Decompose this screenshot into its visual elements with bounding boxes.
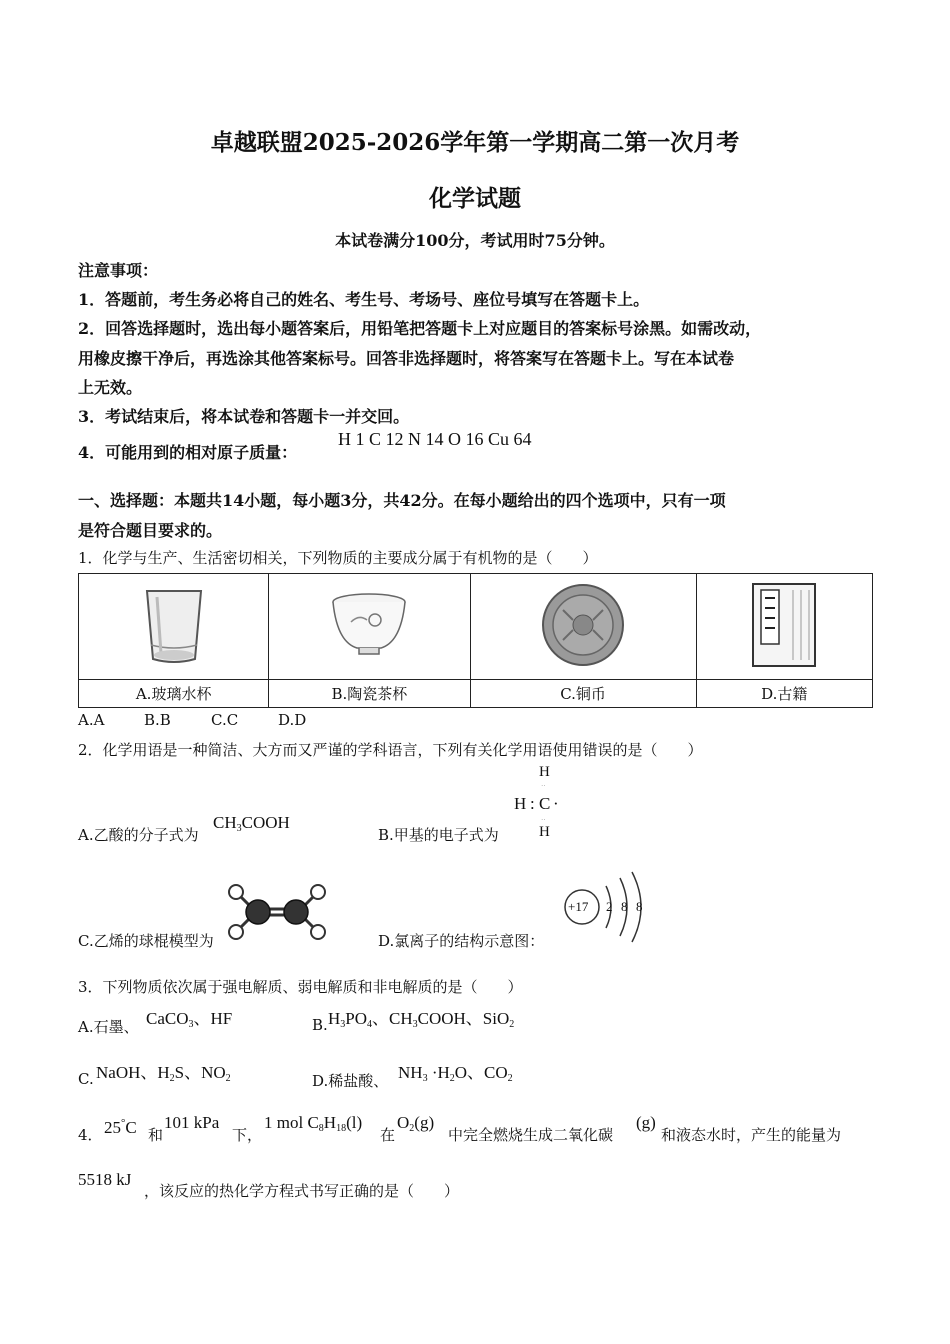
option-d-label: D.古籍 [696, 680, 872, 708]
answer-choice-a: A.A [78, 711, 105, 729]
question-2-stem: 2．化学用语是一种简洁、大方而又严谨的学科语言，下列有关化学用语使用错误的是（ ） [78, 741, 703, 759]
q4-text-he: 和 [148, 1126, 164, 1144]
question-4-number: 4． [78, 1126, 103, 1144]
q4-text-middle: 中完全燃烧生成二氧化碳 [448, 1126, 614, 1144]
methyl-electron-formula: H H : C · ·· ·· H [514, 764, 559, 840]
shell-electrons: 8 [621, 899, 628, 914]
q4-octane-formula: 1 mol $C_8H_{18}(l)$ [264, 1113, 363, 1134]
q2-option-a-text: A.乙酸的分子式为 [78, 826, 199, 844]
electron-pair-bottom: ·· [541, 816, 546, 824]
question-3-stem: 3．下列物质依次属于强电解质、弱电解质和非电解质的是（ ） [78, 978, 523, 996]
q4-energy-value: 5518 kJ [78, 1170, 132, 1189]
question-1-stem: 1．化学与生产、生活密切相关，下列物质的主要成分属于有机物的是（ ） [78, 549, 598, 567]
q4-pressure: 101 kPa [164, 1113, 220, 1132]
ceramic-cup-image [269, 574, 470, 680]
atomic-masses: H 1 C 12 N 14 O 16 Cu 64 [338, 429, 532, 449]
q3-option-a-formula: CaCO$_3$、HF [146, 1009, 233, 1030]
copper-coin-image [470, 574, 696, 680]
question-1-option-table [78, 573, 873, 708]
answer-choice-d: D.D [278, 711, 307, 729]
notice-item: 4．可能用到的相对原子质量： [78, 443, 298, 462]
q2-option-d-text: D.氯离子的结构示意图： [378, 932, 545, 950]
exam-info: 本试卷满分100分，考试用时75分钟。 [335, 231, 615, 250]
option-c-label: C.铜币 [470, 680, 696, 708]
q3-option-d-label: D.稀盐酸、 [312, 1072, 389, 1090]
shell-electrons: 2 [606, 899, 613, 914]
section-heading: 一、选择题：本题共14小题，每小题3分，共42分。在每小题给出的四个选项中，只有一项 [78, 491, 726, 510]
q2-option-b-text: B.甲基的电子式为 [378, 826, 499, 844]
notice-item: 用橡皮擦干净后，再选涂其他答案标号。回答非选择题时，将答案写在答题卡上。写在本试卷 [78, 349, 735, 368]
section-heading: 是符合题目要求的。 [78, 521, 223, 540]
option-a-label: A.玻璃水杯 [79, 680, 269, 708]
q3-option-d-formula: $NH_3 \cdot H_2O$、$CO_2$ [398, 1063, 513, 1084]
glass-cup-image [79, 574, 269, 680]
shell-electrons: 8 [636, 899, 643, 914]
q3-option-c-label: C. [78, 1070, 94, 1088]
subject-title: 化学试题 [429, 185, 521, 212]
glass-cup-icon [139, 585, 209, 665]
notice-item: 上无效。 [78, 378, 143, 397]
answer-choice-b: B.B [144, 711, 171, 729]
notice-item: 2．回答选择题时，选出每小题答案后，用铅笔把答题卡上对应题目的答案标号涂黑。如需改动， [78, 319, 762, 338]
q3-option-c-formula: NaOH、$H_2S$、$NO_2$ [96, 1063, 231, 1084]
notice-heading: 注意事项： [78, 261, 159, 280]
notice-item: 3．考试结束后，将本试卷和答题卡一并交回。 [78, 407, 410, 426]
notice-item: 1．答题前，考生务必将自己的姓名、考生号、考场号、座位号填写在答题卡上。 [78, 290, 650, 309]
q4-text-zai: 在 [380, 1126, 396, 1144]
q4-text-xia: 下， [232, 1126, 263, 1144]
copper-coin-icon [538, 580, 628, 670]
chloride-ion-structure-diagram [560, 868, 660, 948]
q2-option-a-formula: $CH_3COOH$ [213, 813, 290, 834]
q2-option-c-text: C.乙烯的球棍模型为 [78, 932, 214, 950]
q3-option-a-label: A.石墨、 [78, 1018, 139, 1036]
electron-pair-top: ·· [541, 782, 546, 790]
answer-choice-c: C.C [211, 711, 239, 729]
exam-title: 卓越联盟2025-2026学年第一学期高二第一次月考 [210, 129, 740, 156]
q4-oxygen-formula: $O_2(g)$ [397, 1113, 435, 1134]
nucleus-charge: +17 [568, 899, 589, 914]
ancient-book-image [696, 574, 872, 680]
q4-text-line2: ，该反应的热化学方程式书写正确的是（ ） [144, 1182, 460, 1200]
ethylene-ball-stick-model [222, 882, 332, 942]
q4-gas-state: (g) [636, 1113, 656, 1132]
option-b-label: B.陶瓷茶杯 [269, 680, 470, 708]
q3-option-b-formula: $H_3PO_4$、$CH_3COOH$、SiO$_2$ [328, 1009, 515, 1030]
ceramic-cup-icon [329, 590, 409, 660]
q3-option-b-label: B. [312, 1016, 328, 1034]
ancient-book-icon [749, 580, 819, 670]
q4-text-tail: 和液态水时，产生的能量为 [661, 1126, 842, 1144]
q4-temperature: 25°C [104, 1117, 137, 1137]
